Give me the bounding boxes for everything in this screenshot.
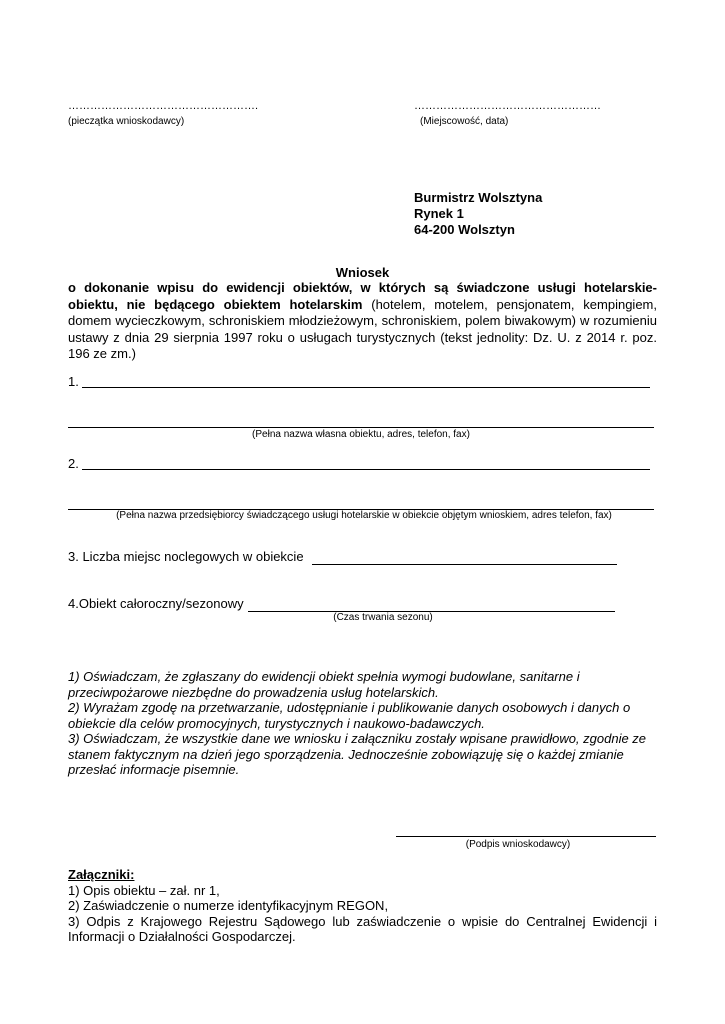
field-4-caption: (Czas trwania sezonu): [333, 612, 433, 623]
field-2-label: 2.: [68, 456, 79, 471]
field-2-input-line-2[interactable]: [68, 493, 654, 510]
recipient-name: Burmistrz Wolsztyna: [414, 190, 543, 205]
field-2-input-line[interactable]: [82, 453, 650, 470]
attachment-item-1: 1) Opis obiektu – zał. nr 1,: [68, 882, 220, 898]
form-title: Wniosek: [335, 265, 390, 280]
signature-label: (Podpis wnioskodawcy): [465, 839, 571, 850]
stamp-label: (pieczątka wnioskodawcy): [68, 116, 185, 127]
attachment-item-2: 2) Zaświadczenie o numerze identyfikacyjnym REGON,: [68, 898, 389, 914]
form-subject: [68, 280, 657, 363]
stamp-dotted-line: …………………………………………….: [68, 100, 259, 112]
attachments-title: Załączniki:: [68, 867, 135, 882]
declaration-2: 2) Wyrażam zgodę na przetwarzanie, udostępnianie i publikowanie danych osobowych i danych o obiekcie dla celów promocyjnych, turystycznych i naukowo-badawczych.: [68, 700, 631, 731]
field-3-input-line[interactable]: [312, 548, 617, 565]
field-1-input-line-2[interactable]: [68, 411, 654, 428]
signature-line[interactable]: [396, 820, 656, 837]
field-4-label: 4.Obiekt całoroczny/sezonowy: [68, 596, 244, 611]
form-subject-bold: o dokonanie wpisu do ewidencji obiektów, w których są świadczone usługi hotelarskie- obiektu, nie będącego obiektem hotelarskim: [68, 280, 657, 312]
declarations: [68, 669, 658, 778]
field-2-caption: (Pełna nazwa przedsiębiorcy świadczącego usługi hotelarskie w obiekcie objętym wnioskiem, adres telefon, fax): [116, 510, 612, 521]
declaration-3: 3) Oświadczam, że wszystkie dane we wniosku i załączniku zostały wpisane prawidłowo, zgodnie ze stanem faktycznym na dzień jego sporządzenia. Jednocześnie zobowiązuję się o każdej zmianie przesłać informacje pisemnie.: [68, 731, 647, 777]
place-date-dotted-line: ……………………………………………: [414, 100, 601, 112]
field-1-caption: (Pełna nazwa własna obiektu, adres, telefon, fax): [252, 429, 470, 440]
field-1-input-line[interactable]: [82, 371, 650, 388]
field-4-input-line[interactable]: [248, 595, 615, 612]
place-date-label: (Miejscowość, data): [420, 116, 509, 127]
form-subject-rest: (hotelem, motelem, pensjonatem, kempingiem, domem wycieczkowym, schroniskiem młodzieżowym, schroniskiem, polem biwakowym) w rozumieniu ustawy z dnia 29 sierpnia 1997 roku o usługach turystycznych (tekst jednolity: Dz. U. z 2014 r. poz. 196 ze zm.): [68, 296, 657, 361]
recipient-city: 64-200 Wolsztyn: [414, 222, 515, 237]
attachments: [68, 867, 657, 945]
recipient-address: [414, 190, 542, 238]
field-1-label: 1.: [68, 374, 79, 389]
attachment-item-3: 3) Odpis z Krajowego Rejestru Sądowego lub zaświadczenie o wpisie do Centralnej Ewidencji i Informacji o Działalności Gospodarczej.: [68, 913, 657, 945]
field-3-label: 3. Liczba miejsc noclegowych w obiekcie: [68, 549, 304, 564]
declaration-1: 1) Oświadczam, że zgłaszany do ewidencji obiekt spełnia wymogi budowlane, sanitarne i przeciwpożarowe niezbędne do prowadzenia usług hotelarskich.: [68, 669, 580, 700]
recipient-street: Rynek 1: [414, 206, 464, 221]
